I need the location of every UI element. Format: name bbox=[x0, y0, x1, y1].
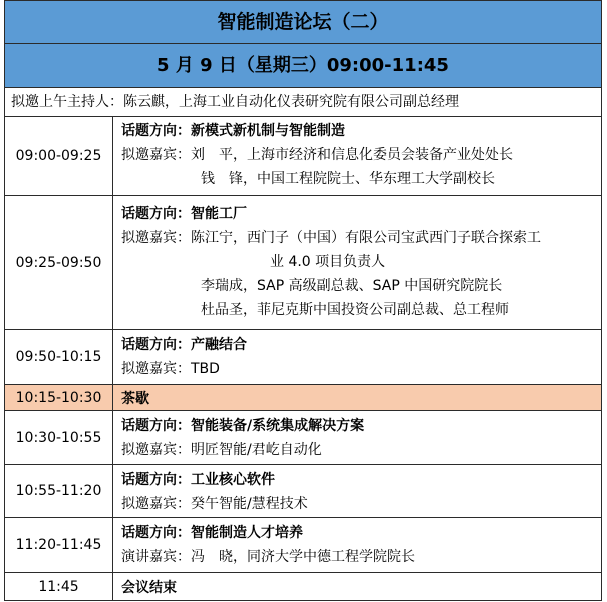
time-cell: 09:00-09:25 bbox=[5, 117, 113, 195]
guest-line: 李瑞成，SAP 高级副总裁、SAP 中国研究院院长 bbox=[201, 278, 503, 294]
forum-title: 智能制造论坛（二） bbox=[5, 1, 601, 44]
end-label: 会议结束 bbox=[121, 579, 177, 596]
time-cell: 09:50-10:15 bbox=[5, 330, 113, 384]
topic-label: 话题方向： bbox=[121, 472, 191, 488]
session-details bbox=[113, 196, 601, 329]
topic-text: 智能装备/系统集成解决方案 bbox=[191, 418, 365, 434]
session-details bbox=[113, 518, 601, 572]
agenda-table bbox=[4, 0, 602, 601]
guest-line: 陈江宁，西门子（中国）有限公司宝武西门子联合探索工 bbox=[191, 230, 541, 246]
guest-line: TBD bbox=[191, 361, 220, 377]
time-cell: 11:20-11:45 bbox=[5, 518, 113, 572]
guests-label: 拟邀嘉宾： bbox=[121, 442, 191, 458]
time-cell: 10:55-11:20 bbox=[5, 465, 113, 517]
session-details bbox=[113, 465, 601, 517]
topic-label: 话题方向： bbox=[121, 418, 191, 434]
agenda-row bbox=[5, 465, 601, 518]
session-details bbox=[113, 411, 601, 464]
break-label: 茶歇 bbox=[121, 390, 149, 407]
agenda-row bbox=[5, 196, 601, 330]
agenda-row bbox=[5, 117, 601, 196]
topic-text: 产融结合 bbox=[191, 337, 247, 353]
guests-label: 拟邀嘉宾： bbox=[121, 361, 191, 377]
time-cell: 11:45 bbox=[5, 573, 113, 600]
topic-label: 话题方向： bbox=[121, 525, 191, 541]
topic-label: 话题方向： bbox=[121, 337, 191, 353]
guests-label: 拟邀嘉宾： bbox=[121, 147, 191, 163]
topic-label: 话题方向： bbox=[121, 206, 191, 222]
agenda-row bbox=[5, 411, 601, 465]
time-cell: 09:25-09:50 bbox=[5, 196, 113, 329]
topic-text: 智能工厂 bbox=[191, 206, 247, 222]
guests-label: 拟邀嘉宾： bbox=[121, 496, 191, 512]
guest-line: 明匠智能/君屹自动化 bbox=[191, 442, 322, 458]
forum-date-time: 5 月 9 日（星期三）09:00-11:45 bbox=[5, 44, 601, 88]
guest-line: 刘 平，上海市经济和信息化委员会装备产业处处长 bbox=[191, 147, 513, 163]
speaker-line: 冯 晓，同济大学中德工程学院院长 bbox=[191, 549, 415, 565]
time-cell: 10:30-10:55 bbox=[5, 411, 113, 464]
guest-line: 杜品圣，菲尼克斯中国投资公司副总裁、总工程师 bbox=[201, 302, 509, 318]
guest-line: 钱 锋，中国工程院院士、华东理工大学副校长 bbox=[201, 171, 495, 187]
guest-line: 癸午智能/慧程技术 bbox=[191, 496, 308, 512]
topic-text: 工业核心软件 bbox=[191, 472, 275, 488]
agenda-row bbox=[5, 330, 601, 385]
host-line: 拟邀上午主持人：陈云麒，上海工业自动化仪表研究院有限公司副总经理 bbox=[5, 88, 601, 117]
agenda-row-end bbox=[5, 573, 601, 600]
speaker-label: 演讲嘉宾： bbox=[121, 549, 191, 565]
topic-label: 话题方向： bbox=[121, 123, 191, 139]
guest-line: 业 4.0 项目负责人 bbox=[270, 254, 386, 270]
agenda-row-break bbox=[5, 385, 601, 411]
topic-text: 智能制造人才培养 bbox=[191, 525, 303, 541]
session-details bbox=[113, 330, 601, 384]
guests-label: 拟邀嘉宾： bbox=[121, 230, 191, 246]
session-details bbox=[113, 117, 601, 195]
topic-text: 新模式新机制与智能制造 bbox=[191, 123, 345, 139]
time-cell: 10:15-10:30 bbox=[5, 385, 113, 410]
agenda-row bbox=[5, 518, 601, 573]
